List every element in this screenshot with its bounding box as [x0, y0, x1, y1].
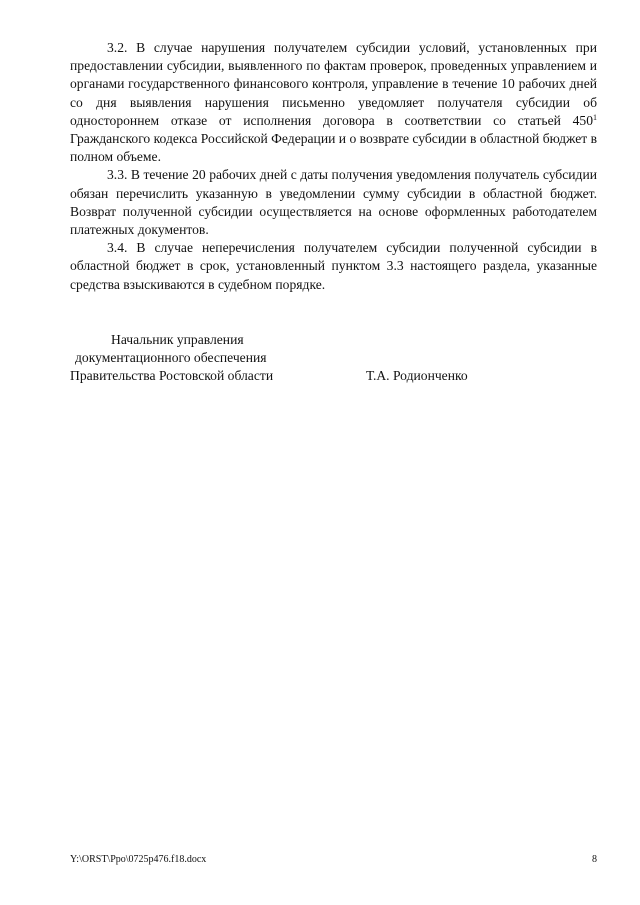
signatory-name: Т.А. Родионченко [366, 368, 468, 383]
paragraph-3-2 [70, 39, 597, 166]
paragraph-3-2-text-continued: Гражданского кодекса Российской Федерации и о возврате субсидии в областной бюджет в полном объеме. [70, 131, 598, 165]
signature-position-line-1: Начальник управления [111, 332, 244, 347]
paragraph-3-4: 3.4. В случае неперечисления получателем субсидии полученной субсидии в областной бюджет в срок, установленный пунктом 3.3 настоящего раздела, указанные средства взыскиваются в судебном порядке. [70, 240, 597, 292]
signature-position-line-2: документационного обеспечения [75, 350, 267, 366]
article-superscript: 1 [593, 112, 597, 122]
footer-file-path: Y:\ORST\Ppo\0725p476.f18.docx [70, 854, 207, 865]
page-number: 8 [592, 854, 597, 865]
paragraph-3-2-text: 3.2. В случае нарушения получателем субсидии условий, установленных при предоставлении субсидии, выявленного по фактам проверок, проведенных управлением и органами государственного финансового контроля, управление в течение 10 рабочих дней со дня выявления нарушения письменно уведомляет получателя субсидии об одностороннем отказе от исполнения договора в соответствии со статьей 450 [70, 40, 597, 128]
signature-position-line-3: Правительства Ростовской области [70, 368, 274, 384]
document-body [70, 39, 597, 294]
signature-position [70, 331, 273, 386]
paragraph-3-3: 3.3. В течение 20 рабочих дней с даты получения уведомления получатель субсидии обязан перечислить указанную в уведомлении сумму субсидии в областной бюджет. Возврат полученной субсидии осуществляется на основе оформленных работодателем платежных документов. [70, 167, 597, 238]
